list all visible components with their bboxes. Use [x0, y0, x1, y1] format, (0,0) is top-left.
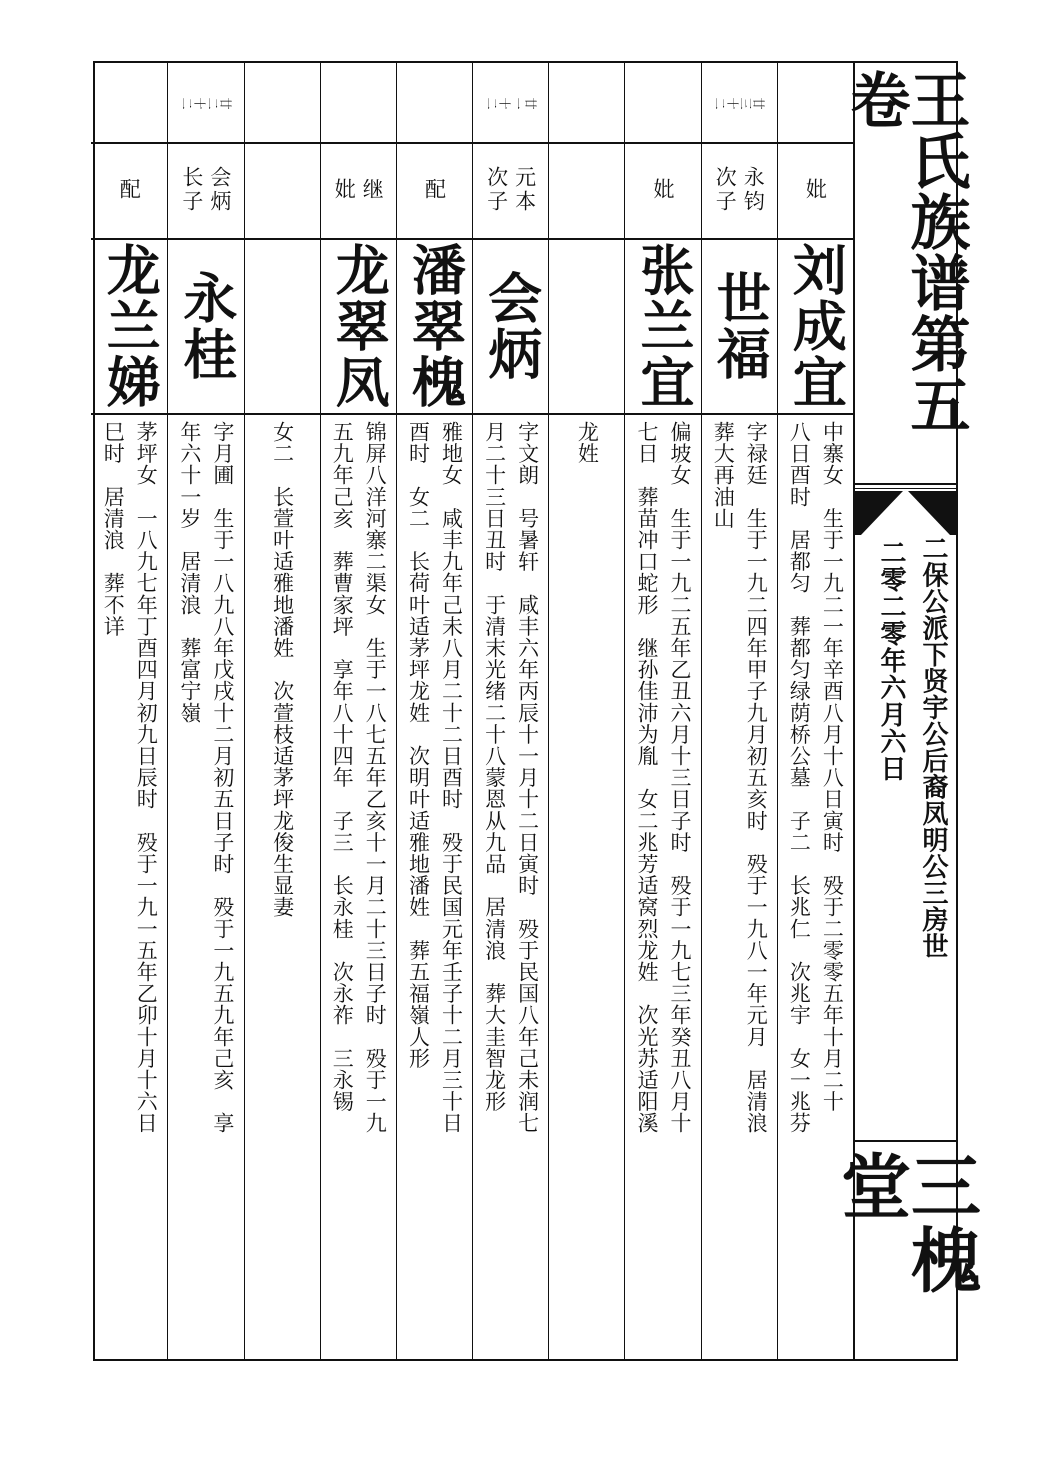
relation-cell — [168, 142, 243, 240]
person-bio: 中寨女 生于一九二一年辛酉八月十八日寅时 殁于二零零五年十月二十 八日酉时 居都匀 葬都匀绿荫桥公墓 子二 长兆仁 次兆宇 女一兆芬 — [787, 421, 845, 1134]
generation-cell — [702, 63, 777, 144]
name-cell — [778, 238, 853, 415]
generation-label: 廿三十二 — [713, 95, 766, 110]
name-cell — [473, 238, 548, 415]
relation-label: 妣 — [803, 178, 828, 202]
column-7 — [320, 63, 396, 1359]
relation-label: 继 妣 — [332, 178, 385, 202]
relation-label: 元本 次子 — [484, 166, 537, 214]
hall-name-text: 三槐堂 — [829, 1150, 983, 1298]
column-9 — [167, 63, 243, 1359]
column-2 — [701, 63, 777, 1359]
person-bio: 雅地女 咸丰九年己未八月二十二日酉时 殁于民国元年壬子十二月三十日 酉时 女二 长荷叶适茅坪龙姓 次明叶适雅地潘姓 葬五福嶺人形 — [406, 421, 464, 1134]
person-bio: 字禄廷 生于一九二四年甲子九月初五亥时 殁于一九八一年元月 居清浪 葬大再油山 — [711, 421, 769, 1134]
generation-label: 廿一十二 — [484, 95, 537, 110]
divider — [855, 483, 956, 485]
bio-cell — [91, 413, 167, 1359]
generation-cell — [397, 63, 472, 144]
relation-cell — [91, 142, 167, 240]
relation-cell — [321, 142, 396, 240]
person-name: 世福 — [708, 269, 772, 382]
name-cell — [321, 238, 396, 415]
title-column — [829, 61, 983, 1361]
person-name: 刘成宜 — [784, 241, 848, 410]
divider — [855, 488, 956, 489]
column-5 — [472, 63, 548, 1359]
person-name: 龙翠凤 — [327, 241, 391, 410]
column-4 — [548, 63, 624, 1359]
generation-cell — [245, 63, 320, 144]
person-bio: 锦屏八洋河寨二渠女 生于一八七五年乙亥十一月二十三日子时 殁于一九 五九年己亥 葬曹家坪 享年八十四年 子三 长永桂 次永祚 三永锡 — [330, 421, 388, 1134]
generation-cell — [625, 63, 700, 144]
relation-label: 配 — [422, 178, 447, 202]
genealogy-table — [93, 61, 855, 1361]
generation-cell — [168, 63, 243, 144]
person-name: 永桂 — [174, 269, 238, 382]
name-cell — [168, 238, 243, 415]
relation-cell — [473, 142, 548, 240]
name-cell — [702, 238, 777, 415]
relation-label: 妣 — [651, 178, 676, 202]
person-bio: 女二 长萱叶适雅地潘姓 次萱枝适茅坪龙俊生显妻 — [270, 421, 295, 918]
relation-cell — [549, 142, 624, 240]
relation-cell — [625, 142, 700, 240]
relation-label: 配 — [117, 178, 142, 202]
column-6 — [396, 63, 472, 1359]
bio-cell — [473, 413, 548, 1359]
branch-subtitle: 二保公派下贤宇公后裔凤明公三房世 — [918, 535, 948, 959]
relation-label: 永钧 次子 — [713, 166, 766, 214]
column-10 — [91, 63, 167, 1359]
generation-label: 廿二十二 — [179, 95, 232, 110]
bio-cell — [625, 413, 700, 1359]
person-bio: 字文朗 号暑轩 咸丰六年丙辰十一月十二日寅时 殁于民国八年己未润七 月二十三日丑时 于清末光绪二十八蒙恩从九品 居清浪 葬大圭智龙形 — [482, 421, 540, 1134]
bio-cell — [397, 413, 472, 1359]
bio-cell — [702, 413, 777, 1359]
column-8 — [244, 63, 320, 1359]
book-title-text: 王氏族谱第五卷 — [840, 69, 971, 435]
person-bio: 茅坪女 一八九七年丁酉四月初九日辰时 殁于一九一五年乙卯十月十六日 巳时 居清浪 葬不详 — [101, 421, 159, 1134]
compile-date: 二零二零年六月六日 — [876, 539, 906, 782]
person-name: 张兰宜 — [632, 241, 696, 410]
column-3 — [624, 63, 700, 1359]
generation-cell — [473, 63, 548, 144]
name-cell — [245, 238, 320, 415]
hall-name — [829, 1142, 983, 1359]
relation-cell — [245, 142, 320, 240]
name-cell — [91, 238, 167, 415]
person-bio: 偏坡女 生于一九二五年乙丑六月十三日子时 殁于一九七三年癸丑八月十 七日 葬苗冲口蛇形 继孙佳沛为胤 女二兆芳适窝烈龙姓 次光苏适阳溪 — [635, 421, 693, 1134]
fishtail-ornament — [855, 491, 956, 535]
generation-cell — [321, 63, 396, 144]
relation-cell — [397, 142, 472, 240]
relation-cell — [702, 142, 777, 240]
bio-cell — [245, 413, 320, 1359]
genealogy-page — [93, 61, 983, 1361]
person-name: 龙兰娣 — [98, 241, 162, 410]
name-cell — [397, 238, 472, 415]
bio-cell — [168, 413, 243, 1359]
person-bio: 龙姓 — [575, 421, 600, 465]
name-cell — [549, 238, 624, 415]
bio-cell — [321, 413, 396, 1359]
relation-label: 会炳 长子 — [179, 166, 232, 214]
person-name: 潘翠槐 — [403, 241, 467, 410]
person-bio: 字月圃 生于一八九八年戊戌十二月初五日子时 殁于一九五九年己亥 享 年六十一岁 居清浪 葬富宁嶺 — [177, 421, 235, 1134]
book-title — [840, 63, 971, 483]
name-cell — [625, 238, 700, 415]
person-name: 会炳 — [479, 269, 543, 382]
relation-cell — [778, 142, 853, 240]
subtitle-area — [855, 535, 956, 1140]
generation-cell — [91, 63, 167, 144]
bio-cell — [549, 413, 624, 1359]
generation-cell — [549, 63, 624, 144]
